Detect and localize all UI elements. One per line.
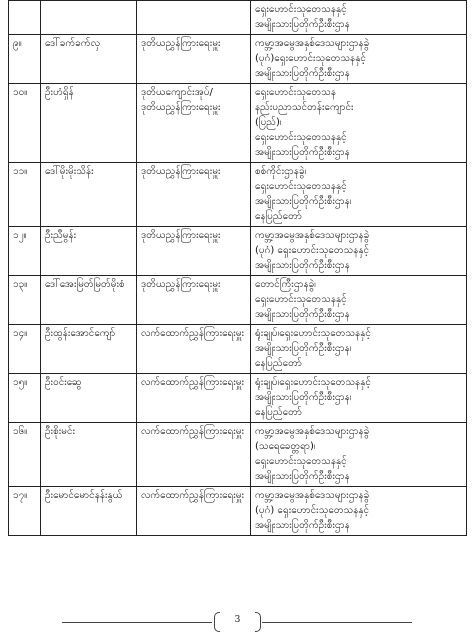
department-line: ကမ္ဘာ့အမွေအနှစ်ဒေသများဌာနခွဲ bbox=[255, 38, 370, 49]
staff-table bbox=[8, 0, 467, 536]
department-line: ရှေးဟောင်းသုတေသနနှင့် bbox=[255, 132, 347, 143]
footer-rule-left bbox=[62, 622, 212, 623]
staff-name: ဒေါ်ခက်ခက်လှ bbox=[45, 38, 100, 49]
department-line: ရုံးချုပ်၊ရှေးဟောင်းသုတေသနနှင့် bbox=[255, 328, 371, 339]
department-cell bbox=[251, 325, 467, 374]
staff-name: ဦးဝင်းဆွေ bbox=[45, 377, 82, 388]
page-number: 3 bbox=[234, 615, 241, 625]
row-number-cell bbox=[9, 35, 41, 84]
department-line: (ပုဂံ)ရှေးဟောင်းသုတေသနနှင့် bbox=[255, 53, 366, 64]
department-line: အမျိုးသားပြတိုက်ဦးစီးဌာန bbox=[255, 68, 350, 79]
name-cell bbox=[41, 374, 137, 423]
department-cell bbox=[251, 276, 467, 325]
table-row bbox=[9, 374, 467, 423]
position-line: လက်ထောက်ညွှန်ကြားရေးမှူး bbox=[141, 426, 245, 437]
department-line: ရှေးဟောင်းသုတေသနနှင့် bbox=[255, 456, 347, 467]
position-line: ဒုတိယညွှန်ကြားရေးမှူး bbox=[141, 102, 221, 113]
row-number-cell bbox=[9, 374, 41, 423]
position-cell bbox=[137, 276, 251, 325]
table-row bbox=[9, 227, 467, 276]
department-line: နေပြည်တော် bbox=[255, 211, 302, 222]
department-line: အမျိုးသားပြတိုက်ဦးစီးဌာန bbox=[255, 520, 350, 531]
department-line: အမျိုးသားပြတိုက်ဦးစီးဌာန bbox=[255, 260, 350, 271]
department-cell bbox=[251, 487, 467, 536]
staff-name: ဦးဟံရှိန် bbox=[45, 87, 74, 98]
table-row bbox=[9, 163, 467, 227]
department-line: (ပြည်)၊ bbox=[255, 117, 282, 128]
name-cell bbox=[41, 423, 137, 487]
department-line: ရှေးဟောင်းသုတေသနနှင့် bbox=[255, 294, 347, 305]
table-row bbox=[9, 84, 467, 163]
row-number-cell bbox=[9, 423, 41, 487]
row-number-cell bbox=[9, 84, 41, 163]
position-cell bbox=[137, 84, 251, 163]
name-cell bbox=[41, 163, 137, 227]
department-line: အမျိုးသားပြတိုက်ဦးစီးဌာန၊ bbox=[255, 392, 352, 403]
department-cell bbox=[251, 35, 467, 84]
department-cell bbox=[251, 423, 467, 487]
department-line: အမျိုးသားပြတိုက်ဦးစီးဌာန bbox=[255, 471, 350, 482]
position-line: ဒုတိယကျောင်းအုပ်/ bbox=[141, 87, 213, 98]
department-line: တောင်ကြီးဌာနခွဲ၊ bbox=[255, 279, 316, 290]
name-cell bbox=[41, 276, 137, 325]
position-cell bbox=[137, 487, 251, 536]
name-cell bbox=[41, 1, 137, 35]
department-line: ရှေးဟောင်းသုတေသနနှင့် bbox=[255, 181, 347, 192]
department-line: အမျိုးသားပြတိုက်ဦးစီးဌာန၊ bbox=[255, 196, 352, 207]
department-line: ကမ္ဘာ့အမွေအနှစ်ဒေသများဌာနခွဲ bbox=[255, 490, 370, 501]
row-number-cell bbox=[9, 487, 41, 536]
row-number: ၁၅။ bbox=[13, 377, 28, 388]
row-number-cell bbox=[9, 163, 41, 227]
position-line: ဒုတိယညွှန်ကြားရေးမှူး bbox=[141, 166, 221, 177]
row-number-cell bbox=[9, 227, 41, 276]
staff-name: ဦးထွန်းအောင်ကျော် bbox=[45, 328, 116, 339]
row-number: ၁၄။ bbox=[13, 328, 28, 339]
page-footer bbox=[0, 612, 475, 632]
department-line: ကမ္ဘာ့အမွေအနှစ်ဒေသများဌာနခွဲ bbox=[255, 426, 370, 437]
position-cell bbox=[137, 423, 251, 487]
page-number-bracket-right bbox=[255, 612, 261, 632]
department-line: နည်းပညာသင်တန်းကျောင်း bbox=[255, 102, 354, 113]
row-number-cell bbox=[9, 1, 41, 35]
department-cell bbox=[251, 84, 467, 163]
table-row bbox=[9, 423, 467, 487]
footer-rule-right bbox=[262, 622, 412, 623]
department-cell bbox=[251, 374, 467, 423]
department-line: (သရေခေတ္တရာ)၊ bbox=[255, 441, 316, 452]
position-line: လက်ထောက်ညွှန်ကြားရေးမှူး bbox=[141, 377, 245, 388]
page-number-bracket-left bbox=[214, 612, 220, 632]
department-line: အမျိုးသားပြတိုက်ဦးစီးဌာန bbox=[255, 19, 350, 30]
position-line: ဒုတိယညွှန်ကြားရေးမှူး bbox=[141, 279, 221, 290]
department-line: နေပြည်တော် bbox=[255, 407, 302, 418]
staff-name: ဒေါ်မိုးမိုးသိန်း bbox=[45, 166, 94, 177]
table-row bbox=[9, 487, 467, 536]
table-row bbox=[9, 276, 467, 325]
position-cell bbox=[137, 1, 251, 35]
department-line: ရှေးဟောင်းသုတေသန bbox=[255, 87, 336, 98]
staff-name: ဦးမောင်မောင်နန်းနွယ် bbox=[45, 490, 123, 501]
department-cell bbox=[251, 163, 467, 227]
department-line: ကမ္ဘာ့အမွေအနှစ်ဒေသများဌာနခွဲ bbox=[255, 230, 370, 241]
row-number: ၉။ bbox=[13, 38, 22, 49]
department-line: ရုံးချုပ်၊ရှေးဟောင်းသုတေသနနှင့် bbox=[255, 377, 371, 388]
name-cell bbox=[41, 35, 137, 84]
department-cell bbox=[251, 227, 467, 276]
row-number-cell bbox=[9, 325, 41, 374]
staff-name: ဦးစိုးမင်း bbox=[45, 426, 76, 437]
department-line: ရှေးဟောင်းသုတေသနနှင့် bbox=[255, 4, 347, 15]
row-number: ၁၂။ bbox=[13, 230, 27, 241]
name-cell bbox=[41, 487, 137, 536]
position-cell bbox=[137, 35, 251, 84]
department-line: နေပြည်တော် bbox=[255, 358, 302, 369]
department-line: အမျိုးသားပြတိုက်ဦးစီးဌာန bbox=[255, 147, 350, 158]
row-number: ၁၇။ bbox=[13, 490, 28, 501]
department-line: (ပုဂံ) ရှေးဟောင်းသုတေသနနှင့် bbox=[255, 505, 370, 516]
position-cell bbox=[137, 374, 251, 423]
department-line: အမျိုးသားပြတိုက်ဦးစီးဌာန၊ bbox=[255, 343, 352, 354]
row-number: ၁၃။ bbox=[13, 279, 28, 290]
position-line: လက်ထောက်ညွှန်ကြားရေးမှူး bbox=[141, 328, 245, 339]
department-cell bbox=[251, 1, 467, 35]
table-row bbox=[9, 1, 467, 35]
department-line: စစ်ကိုင်းဌာနခွဲ၊ bbox=[255, 166, 307, 177]
row-number-cell bbox=[9, 276, 41, 325]
position-cell bbox=[137, 227, 251, 276]
department-line: (ပုဂံ) ရှေးဟောင်းသုတေသနနှင့် bbox=[255, 245, 370, 256]
row-number: ၁၁။ bbox=[13, 166, 28, 177]
row-number: ၁၀။ bbox=[13, 87, 28, 98]
row-number: ၁၆။ bbox=[13, 426, 28, 437]
table-row bbox=[9, 325, 467, 374]
name-cell bbox=[41, 325, 137, 374]
position-cell bbox=[137, 163, 251, 227]
table-row bbox=[9, 35, 467, 84]
position-line: ဒုတိယညွှန်ကြားရေးမှူး bbox=[141, 38, 221, 49]
staff-name: ဒေါ်အေးမြတ်မြတ်မိုးစံ bbox=[45, 279, 125, 290]
name-cell bbox=[41, 84, 137, 163]
staff-table-body bbox=[9, 1, 467, 536]
position-line: ဒုတိယညွှန်ကြားရေးမှူး bbox=[141, 230, 221, 241]
name-cell bbox=[41, 227, 137, 276]
position-line: လက်ထောက်ညွှန်ကြားရေးမှူး bbox=[141, 490, 245, 501]
department-line: အမျိုးသားပြတိုက်ဦးစီးဌာန bbox=[255, 309, 350, 320]
position-cell bbox=[137, 325, 251, 374]
staff-name: ဦးညီမွန်း bbox=[45, 230, 77, 241]
